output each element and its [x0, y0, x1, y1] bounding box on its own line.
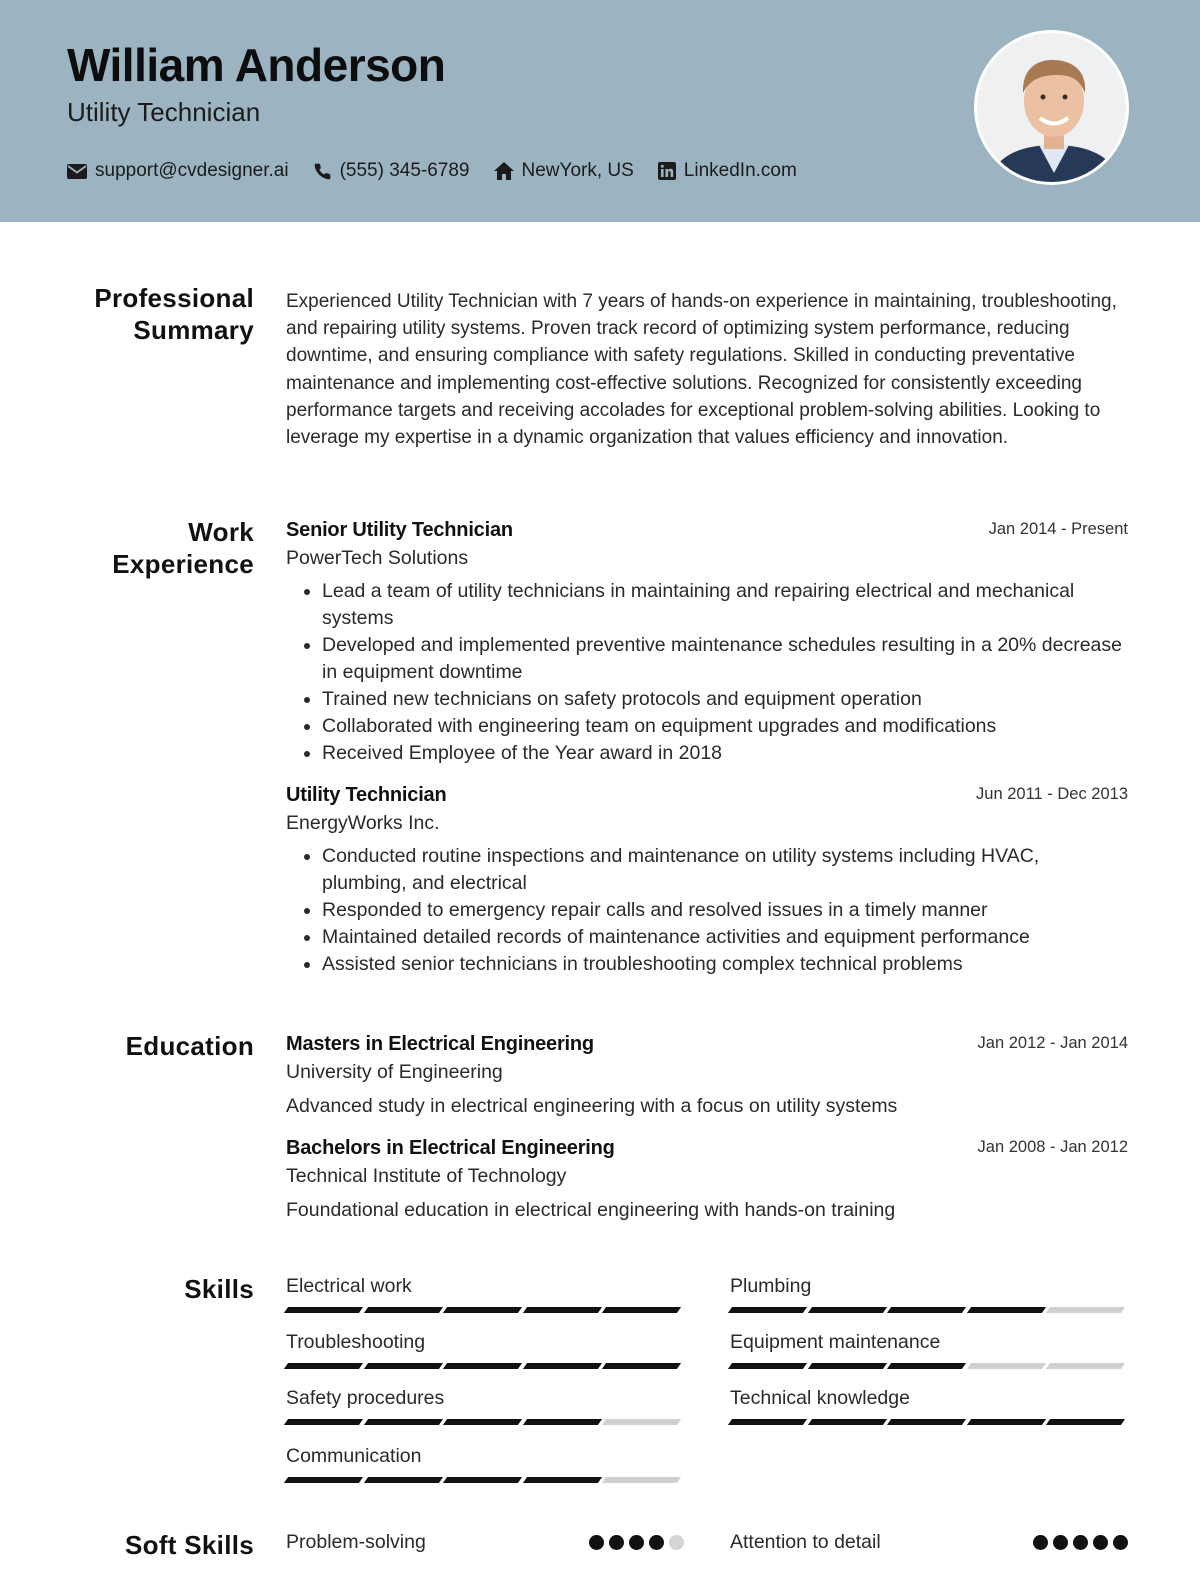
- skill-name: Safety procedures: [286, 1387, 445, 1409]
- education-list: [286, 1030, 1128, 1224]
- summary-heading: [34, 282, 254, 346]
- rating-dot-filled: [1053, 1535, 1068, 1550]
- experience-heading-line1: Work: [188, 517, 254, 547]
- skill-segment-filled: [363, 1363, 442, 1369]
- skill-segment-filled: [443, 1477, 522, 1483]
- job-bullets: [286, 578, 1128, 767]
- skill-name: Plumbing: [730, 1275, 812, 1297]
- skill-segment-filled: [728, 1419, 807, 1425]
- skill-segment-filled: [728, 1363, 807, 1369]
- skill-segment-filled: [443, 1419, 522, 1425]
- rating-dot-filled: [629, 1535, 644, 1550]
- skill-segment-filled: [602, 1307, 681, 1313]
- degree-description: Advanced study in electrical engineering with a focus on utility systems: [286, 1095, 898, 1117]
- education-entry: [286, 1134, 1128, 1224]
- contact-location-text: NewYork, US: [521, 160, 634, 181]
- skill-segment-filled: [807, 1419, 886, 1425]
- job-company: PowerTech Solutions: [286, 547, 469, 569]
- skill-segment-filled: [523, 1307, 602, 1313]
- job-company: EnergyWorks Inc.: [286, 812, 440, 834]
- skills-heading: Skills: [184, 1274, 254, 1304]
- soft-skill-rating: [584, 1535, 684, 1550]
- soft-skills-heading: Soft Skills: [125, 1530, 254, 1560]
- skill-item: [286, 1273, 684, 1313]
- rating-dot-filled: [589, 1535, 604, 1550]
- skill-item: [286, 1443, 684, 1483]
- job-bullet: • Maintained detailed records of maintenance activities and equipment performance: [322, 924, 1128, 951]
- skill-segment-filled: [807, 1363, 886, 1369]
- job-bullet: • Received Employee of the Year award in 2018: [322, 740, 1128, 767]
- skill-segment-filled: [363, 1307, 442, 1313]
- experience-list: [286, 516, 1128, 978]
- skill-segment-filled: [363, 1419, 442, 1425]
- skill-segment-filled: [284, 1477, 363, 1483]
- contact-phone[interactable]: [313, 160, 470, 182]
- skill-segment-empty: [602, 1419, 681, 1425]
- profile-photo: [974, 30, 1129, 185]
- summary-text: Experienced Utility Technician with 7 years of hands-on experience in maintaining, troubleshooting, and repairing utility systems. Proven track record of optimizing system performance, reducing downtime, and ensuring compliance with safety regulations. Skilled in conducting preventative maintenance and implementing cost-effective solutions. Recognized for consistently exceeding performance targets and receiving accolades for exceptional problem-solving abilities. Looking to leverage my expertise in a dynamic organization that values efficiency and innovation.: [286, 291, 1117, 449]
- contact-location: [494, 160, 634, 182]
- job-bullet: • Conducted routine inspections and maintenance on utility systems including HVAC, plumbing, and electrical: [322, 843, 1128, 897]
- skill-segment-filled: [887, 1419, 966, 1425]
- skill-segment-filled: [523, 1363, 602, 1369]
- education-entry: [286, 1030, 1128, 1120]
- job-title: Senior Utility Technician: [286, 519, 513, 541]
- resume-header: [0, 0, 1200, 222]
- skill-segment-empty: [1046, 1363, 1125, 1369]
- school-name: University of Engineering: [286, 1061, 503, 1083]
- education-heading: Education: [125, 1031, 254, 1061]
- skill-name: Troubleshooting: [286, 1331, 426, 1353]
- soft-skill-name: Attention to detail: [730, 1531, 881, 1553]
- phone-icon: [313, 162, 332, 181]
- rating-dot-filled: [609, 1535, 624, 1550]
- skill-segment-filled: [363, 1477, 442, 1483]
- skill-name: Electrical work: [286, 1275, 412, 1297]
- skill-segment-filled: [807, 1307, 886, 1313]
- skill-item: [286, 1329, 684, 1369]
- school-name: Technical Institute of Technology: [286, 1165, 567, 1187]
- rating-dot-filled: [1113, 1535, 1128, 1550]
- degree-dates: Jan 2012 - Jan 2014: [977, 1034, 1128, 1052]
- skill-segment-filled: [523, 1477, 602, 1483]
- soft-skill-name: Problem-solving: [286, 1531, 426, 1553]
- rating-dot-filled: [1033, 1535, 1048, 1550]
- skill-segment-filled: [1046, 1419, 1125, 1425]
- degree-description: Foundational education in electrical engineering with hands-on training: [286, 1199, 896, 1221]
- skill-level-bar: [730, 1363, 1128, 1369]
- contact-email[interactable]: [67, 160, 289, 182]
- job-entry: [286, 781, 1128, 978]
- job-entry: [286, 516, 1128, 767]
- job-dates: Jan 2014 - Present: [988, 520, 1128, 538]
- rating-dot-empty: [669, 1535, 684, 1550]
- skill-name: Equipment maintenance: [730, 1331, 941, 1353]
- degree-dates: Jan 2008 - Jan 2012: [977, 1138, 1128, 1156]
- candidate-name: William Anderson: [67, 39, 446, 91]
- rating-dot-filled: [1073, 1535, 1088, 1550]
- skill-segment-filled: [284, 1307, 363, 1313]
- candidate-title: Utility Technician: [67, 97, 261, 127]
- skill-level-bar: [286, 1363, 684, 1369]
- skill-segment-filled: [523, 1419, 602, 1425]
- summary-heading-line2: Summary: [133, 315, 254, 345]
- soft-skill-item: [730, 1531, 1128, 1554]
- contact-linkedin[interactable]: [658, 160, 797, 182]
- skill-segment-filled: [443, 1307, 522, 1313]
- degree-title: Bachelors in Electrical Engineering: [286, 1137, 615, 1159]
- home-icon: [494, 162, 514, 180]
- skill-level-bar: [286, 1477, 684, 1483]
- skill-segment-empty: [1046, 1307, 1125, 1313]
- skill-item: [286, 1385, 684, 1425]
- job-bullet: • Assisted senior technicians in troubleshooting complex technical problems: [322, 951, 1128, 978]
- skill-segment-filled: [728, 1307, 807, 1313]
- job-bullet: • Developed and implemented preventive maintenance schedules resulting in a 20% decrease in equipment downtime: [322, 632, 1128, 686]
- contact-bar: [67, 157, 821, 185]
- skill-segment-filled: [967, 1307, 1046, 1313]
- job-bullets: [286, 843, 1128, 978]
- linkedin-icon: [658, 162, 676, 180]
- contact-phone-text: (555) 345-6789: [339, 160, 470, 181]
- job-bullet: • Lead a team of utility technicians in maintaining and repairing electrical and mechanical systems: [322, 578, 1128, 632]
- job-dates: Jun 2011 - Dec 2013: [976, 785, 1128, 803]
- rating-dot-filled: [649, 1535, 664, 1550]
- skill-item: [730, 1329, 1128, 1369]
- skill-segment-filled: [284, 1363, 363, 1369]
- skill-segment-empty: [967, 1363, 1046, 1369]
- skill-segment-filled: [887, 1307, 966, 1313]
- summary-heading-line1: Professional: [94, 283, 254, 313]
- degree-title: Masters in Electrical Engineering: [286, 1033, 594, 1055]
- job-bullet: • Collaborated with engineering team on equipment upgrades and modifications: [322, 713, 1128, 740]
- skill-segment-empty: [602, 1477, 681, 1483]
- soft-skill-rating: [1028, 1535, 1128, 1550]
- skill-level-bar: [286, 1307, 684, 1313]
- skill-name: Technical knowledge: [730, 1387, 910, 1409]
- experience-heading-line2: Experience: [112, 549, 254, 579]
- skill-item: [730, 1273, 1128, 1313]
- skill-level-bar: [286, 1419, 684, 1425]
- skill-level-bar: [730, 1307, 1128, 1313]
- contact-linkedin-text: LinkedIn.com: [683, 160, 797, 181]
- skill-segment-filled: [443, 1363, 522, 1369]
- skill-segment-filled: [887, 1363, 966, 1369]
- skill-segment-filled: [967, 1419, 1046, 1425]
- skill-item: [730, 1385, 1128, 1425]
- soft-skill-item: [286, 1531, 684, 1554]
- contact-email-text: support@cvdesigner.ai: [95, 160, 289, 181]
- job-bullet: • Responded to emergency repair calls and resolved issues in a timely manner: [322, 897, 1128, 924]
- job-title: Utility Technician: [286, 784, 447, 806]
- envelope-icon: [67, 164, 87, 179]
- skill-level-bar: [730, 1419, 1128, 1425]
- skill-segment-filled: [602, 1363, 681, 1369]
- skill-name: Communication: [286, 1445, 422, 1467]
- rating-dot-filled: [1093, 1535, 1108, 1550]
- job-bullet: • Trained new technicians on safety protocols and equipment operation: [322, 686, 1128, 713]
- skill-segment-filled: [284, 1419, 363, 1425]
- experience-heading: [34, 516, 254, 580]
